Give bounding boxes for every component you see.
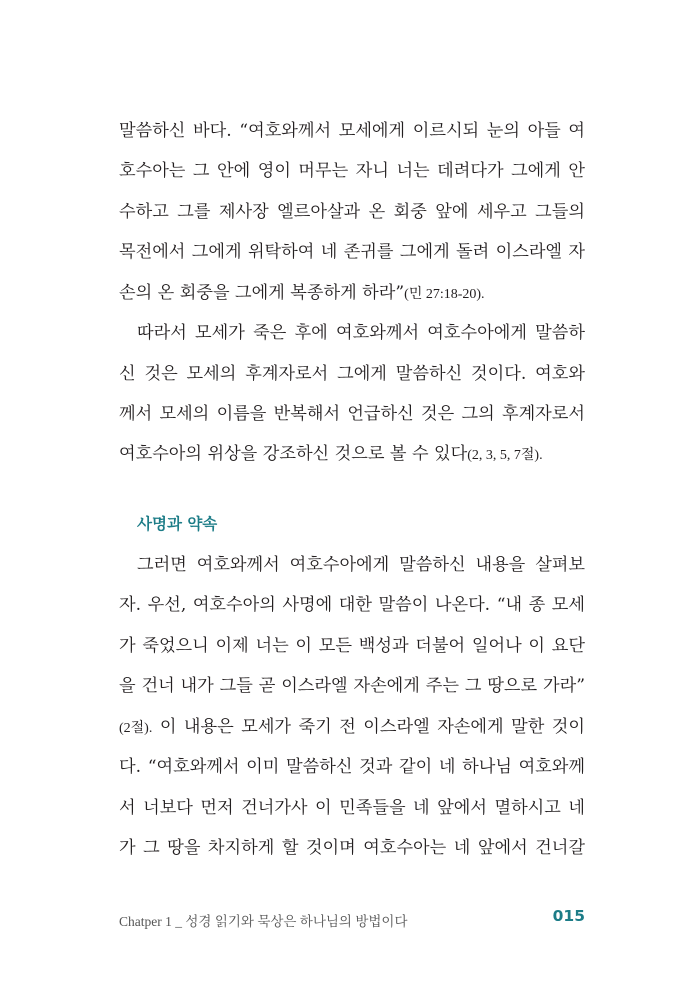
body-line: 그러면 여호와께서 여호수아에게 말씀하신 내용을 살펴보 xyxy=(137,555,585,575)
body-line: 따라서 모세가 죽은 후에 여호와께서 여호수아에게 말씀하 xyxy=(137,323,585,343)
running-footer: Chatper 1 _ 성경 읽기와 묵상은 하나님의 방법이다 xyxy=(119,914,408,929)
scripture-reference: (2절). xyxy=(119,721,153,736)
body-text: 여호수아의 위상을 강조하신 것으로 볼 수 있다 xyxy=(119,444,468,464)
body-line: 가 그 땅을 차지하게 할 것이며 여호수아는 네 앞에서 건너갈 xyxy=(119,838,585,858)
body-text: 이 내용은 모세가 죽기 전 이스라엘 자손에게 말한 것이 xyxy=(152,717,585,737)
scripture-reference: (2, 3, 5, 7절). xyxy=(467,448,543,463)
body-line xyxy=(119,444,585,466)
scripture-reference: (민 27:18-20). xyxy=(404,287,485,302)
body-text: 손의 온 회중을 그에게 복종하게 하라” xyxy=(119,283,405,303)
section-heading: 사명과 약속 xyxy=(137,515,218,533)
body-line: 다. “여호와께서 이미 말씀하신 것과 같이 네 하나님 여호와께 xyxy=(119,757,585,777)
body-line: 을 건너 내가 그들 곧 이스라엘 자손에게 주는 그 땅으로 가라” xyxy=(119,676,585,696)
body-line: 말씀하신 바다. “여호와께서 모세에게 이르시되 눈의 아들 여 xyxy=(119,121,585,141)
body-line: 자. 우선, 여호수아의 사명에 대한 말씀이 나온다. “내 종 모세 xyxy=(119,595,585,615)
body-line: 께서 모세의 이름을 반복해서 언급하신 것은 그의 후계자로서 xyxy=(119,404,585,424)
body-line: 호수아는 그 안에 영이 머무는 자니 너는 데려다가 그에게 안 xyxy=(119,161,585,181)
body-line: 신 것은 모세의 후계자로서 그에게 말씀하신 것이다. 여호와 xyxy=(119,364,585,384)
body-line xyxy=(119,283,585,305)
body-line: 목전에서 그에게 위탁하여 네 존귀를 그에게 돌려 이스라엘 자 xyxy=(119,242,585,262)
page-number: 015 xyxy=(552,907,585,925)
body-line xyxy=(119,717,585,739)
body-line: 수하고 그를 제사장 엘르아살과 온 회중 앞에 세우고 그들의 xyxy=(119,202,585,222)
body-line: 가 죽었으니 이제 너는 이 모든 백성과 더불어 일어나 이 요단 xyxy=(119,636,585,656)
body-line: 서 너보다 먼저 건너가사 이 민족들을 네 앞에서 멸하시고 네 xyxy=(119,798,585,818)
